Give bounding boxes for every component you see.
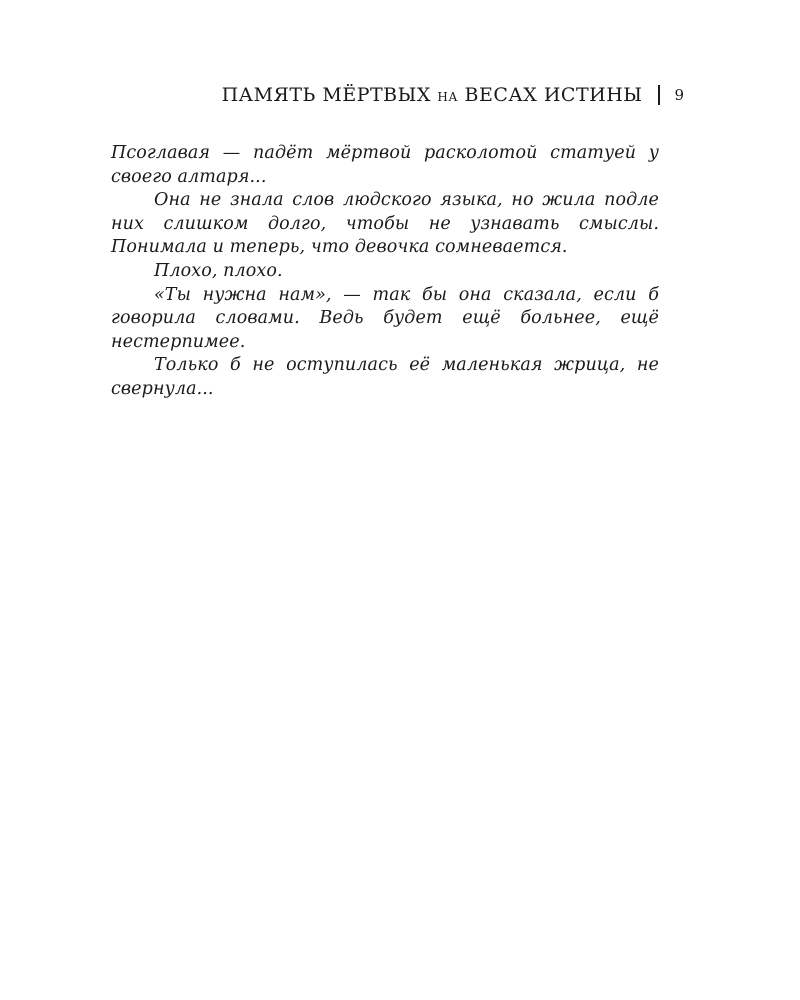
book-title-connector: НА [437,90,458,104]
paragraph: Она не знала слов людского языка, но жила подле них слишком долго, чтобы не узнавать смыслы. Понимала и теперь, что девочка сомневается. [111,190,659,258]
header-divider [658,85,660,105]
paragraph: «Ты нужна нам», — так бы она сказала, если б говорила словами. Ведь будет ещё больнее, ещё нестерпимее. [111,284,659,352]
body-text [111,142,659,402]
book-title-part1: ПАМЯТЬ МЁРТВЫХ [221,84,431,106]
paragraph: Только б не оступилась её маленькая жрица, не свернула... [111,355,659,399]
paragraph: Псоглавая — падёт мёртвой расколотой статуей у своего алтаря... [111,143,659,187]
running-header [222,84,684,106]
page-number: 9 [674,86,684,104]
book-title-part2: ВЕСАХ ИСТИНЫ [464,84,643,106]
paragraph: Плохо, плохо. [154,260,283,281]
book-title [222,84,643,106]
